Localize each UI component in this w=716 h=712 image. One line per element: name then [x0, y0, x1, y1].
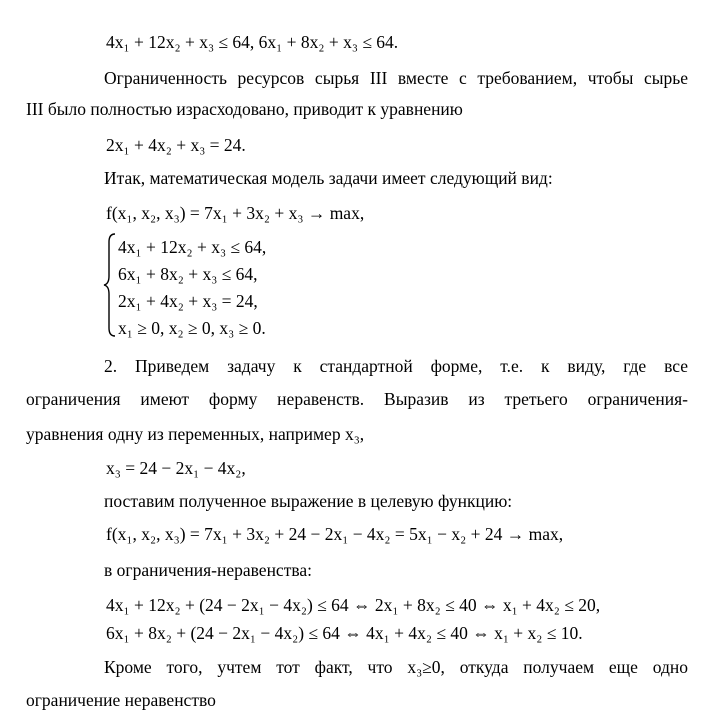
- inequality-derivation: 4x₁ + 12x₂ + (24 − 2x₁ − 4x₂) ≤ 64 ⇔ 2x₁ + 8x₂ ≤ 40 ⇔ x₁ + 4x₂ ≤ 20,: [106, 595, 601, 615]
- paragraph-line: III было полностью израсходовано, приводит к уравнению: [26, 99, 463, 119]
- system-row: x₁ ≥ 0, x₂ ≥ 0, x₃ ≥ 0.: [118, 318, 266, 338]
- system-row: 4x₁ + 12x₂ + x₃ ≤ 64,: [118, 237, 267, 257]
- system-brace: [103, 232, 117, 338]
- paragraph-line: поставим полученное выражение в целевую функцию:: [104, 491, 513, 511]
- constraints-inequalities: 4x₁ + 12x₂ + x₃ ≤ 64, 6x₁ + 8x₂ + x₃ ≤ 64.: [106, 32, 399, 52]
- paragraph-line: 2. Приведем задачу к стандартной форме, т.е. к виду, где все: [104, 356, 688, 376]
- paragraph-line: Ограниченность ресурсов сырья III вместе с требованием, чтобы сырье: [104, 68, 688, 88]
- x3-expression: x₃ = 24 − 2x₁ − 4x₂,: [106, 458, 246, 478]
- equation-resource-three: 2x₁ + 4x₂ + x₃ = 24.: [106, 135, 246, 155]
- system-row: 6x₁ + 8x₂ + x₃ ≤ 64,: [118, 264, 258, 284]
- paragraph-line: Итак, математическая модель задачи имеет следующий вид:: [104, 168, 553, 188]
- paragraph-line: ограничения имеют форму неравенств. Выразив из третьего ограничения-: [26, 389, 688, 409]
- paragraph-line: уравнения одну из переменных, например x₃,: [26, 424, 365, 444]
- paragraph-line: ограничение неравенство: [26, 690, 216, 710]
- paragraph-line: Кроме того, учтем тот факт, что x₃≥0, откуда получаем еще одно: [104, 657, 688, 677]
- paragraph-line: в ограничения-неравенства:: [104, 560, 313, 580]
- objective-function-substituted: f(x₁, x₂, x₃) = 7x₁ + 3x₂ + 24 − 2x₁ − 4x₂ = 5x₁ − x₂ + 24 → max,: [106, 524, 564, 544]
- system-row: 2x₁ + 4x₂ + x₃ = 24,: [118, 291, 258, 311]
- inequality-derivation: 6x₁ + 8x₂ + (24 − 2x₁ − 4x₂) ≤ 64 ⇔ 4x₁ + 4x₂ ≤ 40 ⇔ x₁ + x₂ ≤ 10.: [106, 623, 583, 643]
- objective-function: f(x₁, x₂, x₃) = 7x₁ + 3x₂ + x₃ → max,: [106, 203, 365, 223]
